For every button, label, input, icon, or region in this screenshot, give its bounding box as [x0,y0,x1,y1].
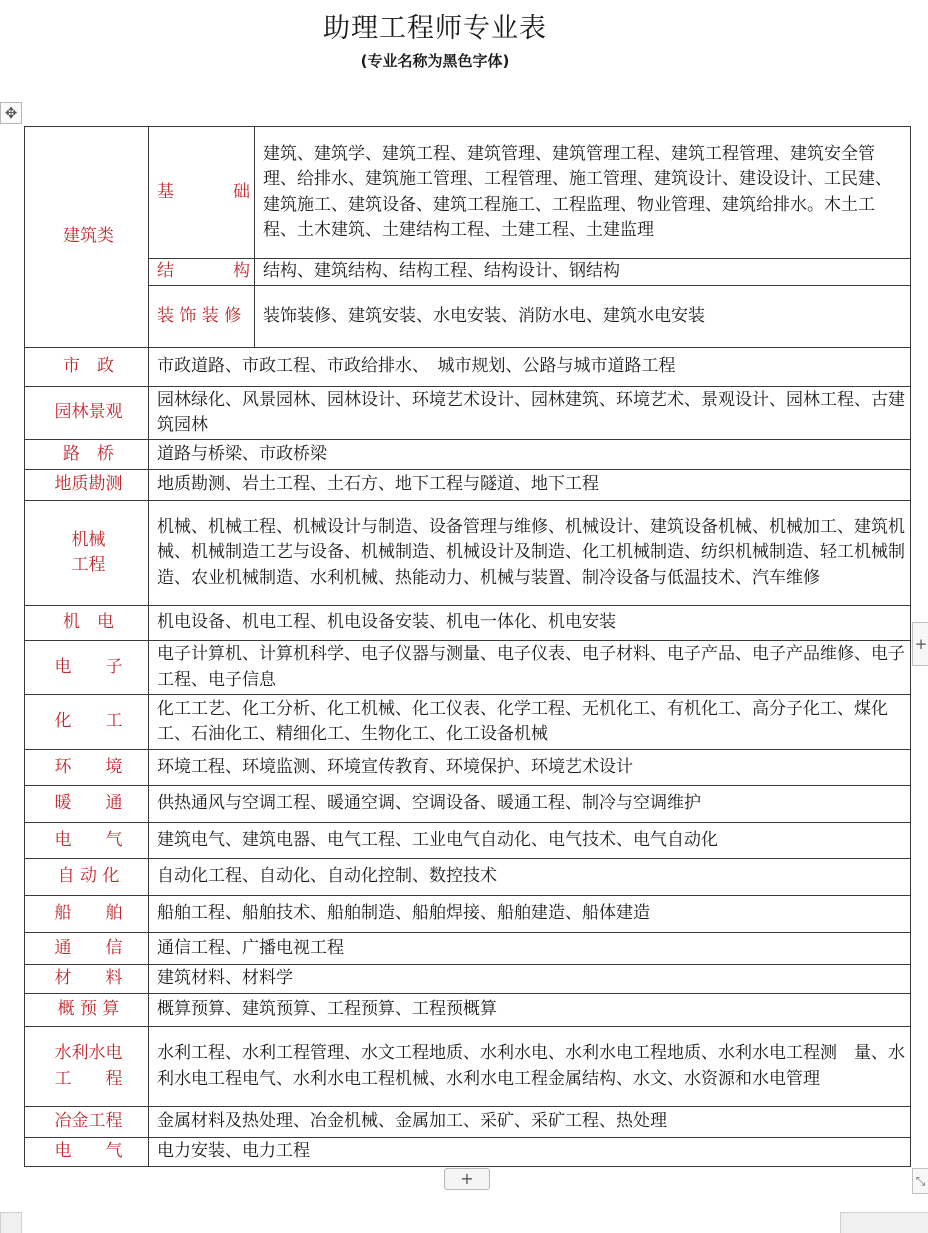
category-cell[interactable]: 概 预 算 [25,994,149,1027]
category-cell[interactable]: 路 桥 [25,440,149,470]
subcategory-cell[interactable]: 结 构 [149,259,255,286]
category-cell[interactable]: 材 料 [25,965,149,994]
bottom-right-edge [840,1212,928,1233]
table-row [25,387,911,440]
table-row [25,440,911,470]
table-row [25,286,911,348]
category-cell[interactable]: 园林景观 [25,387,149,440]
majors-cell[interactable]: 化工工艺、化工分析、化工机械、化工仪表、化学工程、无机化工、有机化工、高分子化工、煤化工、石油化工、精细化工、生物化工、化工设备机械 [149,695,911,750]
majors-cell[interactable]: 概算预算、建筑预算、工程预算、工程预概算 [149,994,911,1027]
table-row [25,259,911,286]
category-cell[interactable]: 机械 工程 [25,501,149,606]
table-row [25,965,911,994]
majors-cell[interactable]: 地质勘测、岩土工程、土石方、地下工程与隧道、地下工程 [149,470,911,501]
majors-cell[interactable]: 金属材料及热处理、冶金机械、金属加工、采矿、采矿工程、热处理 [149,1107,911,1138]
table-row [25,786,911,823]
category-cell[interactable]: 化 工 [25,695,149,750]
majors-cell[interactable]: 船舶工程、船舶技术、船舶制造、船舶焊接、船舶建造、船体建造 [149,896,911,933]
category-cell[interactable]: 环 境 [25,750,149,786]
add-column-icon[interactable]: + [912,622,928,666]
majors-cell[interactable]: 道路与桥梁、市政桥梁 [149,440,911,470]
subcategory-cell[interactable]: 装 饰 装 修 [149,286,255,348]
majors-cell[interactable]: 电子计算机、计算机科学、电子仪器与测量、电子仪表、电子材料、电子产品、电子产品维修、电子工程、电子信息 [149,641,911,695]
page-title: 助理工程师专业表 [323,13,547,44]
category-cell[interactable]: 机 电 [25,606,149,641]
majors-cell[interactable]: 水利工程、水利工程管理、水文工程地质、水利水电、水利水电工程地质、水利水电工程测 量、水利水电工程电气、水利水电工程机械、水利水电工程金属结构、水文、水资源和水电管理 [149,1027,911,1107]
category-cell[interactable]: 地质勘测 [25,470,149,501]
add-row-icon[interactable]: + [444,1168,490,1190]
table-row [25,641,911,695]
table-row [25,606,911,641]
majors-cell[interactable]: 供热通风与空调工程、暖通空调、空调设备、暖通工程、制冷与空调维护 [149,786,911,823]
table-row [25,1107,911,1138]
majors-cell[interactable]: 通信工程、广播电视工程 [149,933,911,965]
table-row [25,470,911,501]
table-move-icon[interactable]: ✥ [0,102,22,124]
category-cell[interactable]: 通 信 [25,933,149,965]
category-cell[interactable]: 建筑类 [25,127,149,348]
majors-cell[interactable]: 结构、建筑结构、结构工程、结构设计、钢结构 [255,259,911,286]
category-cell[interactable]: 电 气 [25,1138,149,1167]
majors-table [24,126,911,1167]
category-cell[interactable]: 船 舶 [25,896,149,933]
majors-cell[interactable]: 自动化工程、自动化、自动化控制、数控技术 [149,859,911,896]
majors-cell[interactable]: 市政道路、市政工程、市政给排水、 城市规划、公路与城市道路工程 [149,348,911,387]
majors-cell[interactable]: 装饰装修、建筑安装、水电安装、消防水电、建筑水电安装 [255,286,911,348]
subcategory-cell[interactable]: 基 础 [149,127,255,259]
majors-cell[interactable]: 园林绿化、风景园林、园林设计、环境艺术设计、园林建筑、环境艺术、景观设计、园林工程、古建筑园林 [149,387,911,440]
table-row [25,1027,911,1107]
table-row [25,933,911,965]
bottom-left-edge [0,1212,22,1233]
table-resize-icon[interactable]: ⤡ [912,1168,928,1194]
majors-cell[interactable]: 机电设备、机电工程、机电设备安装、机电一体化、机电安装 [149,606,911,641]
majors-cell[interactable]: 机械、机械工程、机械设计与制造、设备管理与维修、机械设计、建筑设备机械、机械加工、建筑机械、机械制造工艺与设备、机械制造、机械设计及制造、化工机械制造、纺织机械制造、轻工机械制造、农业机械制造、水利机械、热能动力、机械与装置、制冷设备与低温技术、汽车维修 [149,501,911,606]
category-cell[interactable]: 自 动 化 [25,859,149,896]
majors-cell[interactable]: 电力安装、电力工程 [149,1138,911,1167]
category-cell[interactable]: 市 政 [25,348,149,387]
majors-cell[interactable]: 建筑、建筑学、建筑工程、建筑管理、建筑管理工程、建筑工程管理、建筑安全管理、给排水、建筑施工管理、工程管理、施工管理、建筑设计、建设设计、工民建、建筑施工、建筑设备、建筑工程施工、工程监理、物业管理、建筑给排水。木土工程、土木建筑、土建结构工程、土建工程、土建监理 [255,127,911,259]
table-row [25,501,911,606]
table-row [25,695,911,750]
table-row [25,1138,911,1167]
category-cell[interactable]: 电 子 [25,641,149,695]
table-row [25,859,911,896]
category-cell[interactable]: 水利水电 工 程 [25,1027,149,1107]
table-row [25,127,911,259]
table-row [25,994,911,1027]
table-row [25,823,911,859]
table-row [25,348,911,387]
category-cell[interactable]: 电 气 [25,823,149,859]
table-row [25,896,911,933]
category-cell[interactable]: 暖 通 [25,786,149,823]
majors-cell[interactable]: 建筑材料、材料学 [149,965,911,994]
majors-cell[interactable]: 建筑电气、建筑电器、电气工程、工业电气自动化、电气技术、电气自动化 [149,823,911,859]
table-row [25,750,911,786]
page-subtitle: (专业名称为黑色字体) [360,52,510,70]
majors-cell[interactable]: 环境工程、环境监测、环境宣传教育、环境保护、环境艺术设计 [149,750,911,786]
category-cell[interactable]: 冶金工程 [25,1107,149,1138]
